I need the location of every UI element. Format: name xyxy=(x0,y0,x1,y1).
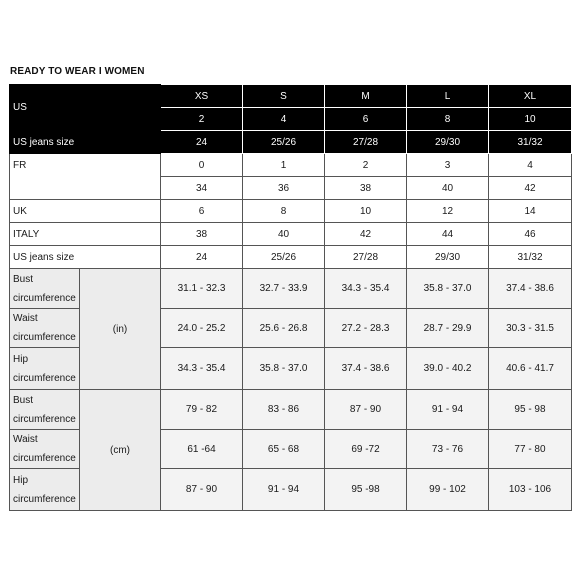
table-cell: 1 xyxy=(243,154,325,177)
table-cell: 31/32 xyxy=(489,246,572,269)
table-cell: 69 -72 xyxy=(325,430,407,469)
table-cell: 42 xyxy=(325,223,407,246)
size-xs: XS xyxy=(161,85,243,108)
measure-label-bust: Bust circumference xyxy=(10,390,80,430)
table-cell: 42 xyxy=(489,177,572,200)
measure-label-bust: Bust circumference xyxy=(10,269,80,309)
table-row-us-sizes xyxy=(10,85,572,108)
table-cell: 25/26 xyxy=(243,246,325,269)
size-l: L xyxy=(407,85,489,108)
table-row-us-jeans xyxy=(10,246,572,269)
table-cell: 61 -64 xyxy=(161,430,243,469)
table-cell: 103 - 106 xyxy=(489,469,572,511)
table-cell: 28.7 - 29.9 xyxy=(407,309,489,348)
table-row-bust-in xyxy=(10,269,572,309)
table-cell: 2 xyxy=(161,108,243,131)
table-cell: 77 - 80 xyxy=(489,430,572,469)
table-cell: 83 - 86 xyxy=(243,390,325,430)
table-cell: 25.6 - 26.8 xyxy=(243,309,325,348)
table-cell: 3 xyxy=(407,154,489,177)
table-cell: 34.3 - 35.4 xyxy=(325,269,407,309)
row-label-italy: ITALY xyxy=(10,223,161,246)
size-m: M xyxy=(325,85,407,108)
row-label-us-jeans-size: US jeans size xyxy=(10,131,161,154)
table-cell: 91 - 94 xyxy=(243,469,325,511)
table-cell: 31.1 - 32.3 xyxy=(161,269,243,309)
table-cell: 31/32 xyxy=(489,131,572,154)
table-cell: 6 xyxy=(325,108,407,131)
table-cell: 27.2 - 28.3 xyxy=(325,309,407,348)
table-cell: 32.7 - 33.9 xyxy=(243,269,325,309)
table-cell: 29/30 xyxy=(407,131,489,154)
table-row-uk xyxy=(10,200,572,223)
row-label-us-jeans-size: US jeans size xyxy=(10,246,161,269)
table-cell: 95 -98 xyxy=(325,469,407,511)
table-cell: 37.4 - 38.6 xyxy=(489,269,572,309)
table-cell: 99 - 102 xyxy=(407,469,489,511)
measure-label-hip: Hip circumference xyxy=(10,348,80,390)
table-cell: 87 - 90 xyxy=(325,390,407,430)
table-cell: 36 xyxy=(243,177,325,200)
table-cell: 37.4 - 38.6 xyxy=(325,348,407,390)
table-cell: 30.3 - 31.5 xyxy=(489,309,572,348)
table-row-fr-1 xyxy=(10,154,572,177)
table-cell: 10 xyxy=(489,108,572,131)
table-cell: 35.8 - 37.0 xyxy=(243,348,325,390)
table-cell: 27/28 xyxy=(325,131,407,154)
table-cell: 87 - 90 xyxy=(161,469,243,511)
table-row-italy xyxy=(10,223,572,246)
table-cell: 24.0 - 25.2 xyxy=(161,309,243,348)
table-cell: 8 xyxy=(407,108,489,131)
table-cell: 35.8 - 37.0 xyxy=(407,269,489,309)
table-cell: 40 xyxy=(243,223,325,246)
size-xl: XL xyxy=(489,85,572,108)
row-label-fr: FR xyxy=(10,154,161,200)
table-cell: 40 xyxy=(407,177,489,200)
row-label-uk: UK xyxy=(10,200,161,223)
table-cell: 2 xyxy=(325,154,407,177)
table-cell: 24 xyxy=(161,131,243,154)
table-cell: 4 xyxy=(243,108,325,131)
table-cell: 73 - 76 xyxy=(407,430,489,469)
unit-label-cm: (cm) xyxy=(80,390,161,511)
table-cell: 14 xyxy=(489,200,572,223)
table-cell: 10 xyxy=(325,200,407,223)
table-row-bust-cm xyxy=(10,390,572,430)
table-cell: 8 xyxy=(243,200,325,223)
table-cell: 4 xyxy=(489,154,572,177)
size-chart-table xyxy=(9,84,572,511)
table-cell: 44 xyxy=(407,223,489,246)
unit-label-inches: (in) xyxy=(80,269,161,390)
measure-label-waist: Waist circumference xyxy=(10,309,80,348)
table-cell: 40.6 - 41.7 xyxy=(489,348,572,390)
table-cell: 0 xyxy=(161,154,243,177)
table-cell: 38 xyxy=(161,223,243,246)
table-cell: 65 - 68 xyxy=(243,430,325,469)
table-cell: 38 xyxy=(325,177,407,200)
table-cell: 91 - 94 xyxy=(407,390,489,430)
measure-label-hip: Hip circumference xyxy=(10,469,80,511)
table-cell: 46 xyxy=(489,223,572,246)
measure-label-waist: Waist circumference xyxy=(10,430,80,469)
row-label-us: US xyxy=(10,85,161,131)
table-cell: 25/26 xyxy=(243,131,325,154)
table-cell: 34 xyxy=(161,177,243,200)
page-title: READY TO WEAR I WOMEN xyxy=(10,66,145,77)
table-cell: 39.0 - 40.2 xyxy=(407,348,489,390)
table-cell: 29/30 xyxy=(407,246,489,269)
table-cell: 6 xyxy=(161,200,243,223)
table-cell: 34.3 - 35.4 xyxy=(161,348,243,390)
table-cell: 24 xyxy=(161,246,243,269)
table-cell: 27/28 xyxy=(325,246,407,269)
table-cell: 95 - 98 xyxy=(489,390,572,430)
table-cell: 12 xyxy=(407,200,489,223)
size-s: S xyxy=(243,85,325,108)
table-row-us-jeans-dark xyxy=(10,131,572,154)
table-cell: 79 - 82 xyxy=(161,390,243,430)
